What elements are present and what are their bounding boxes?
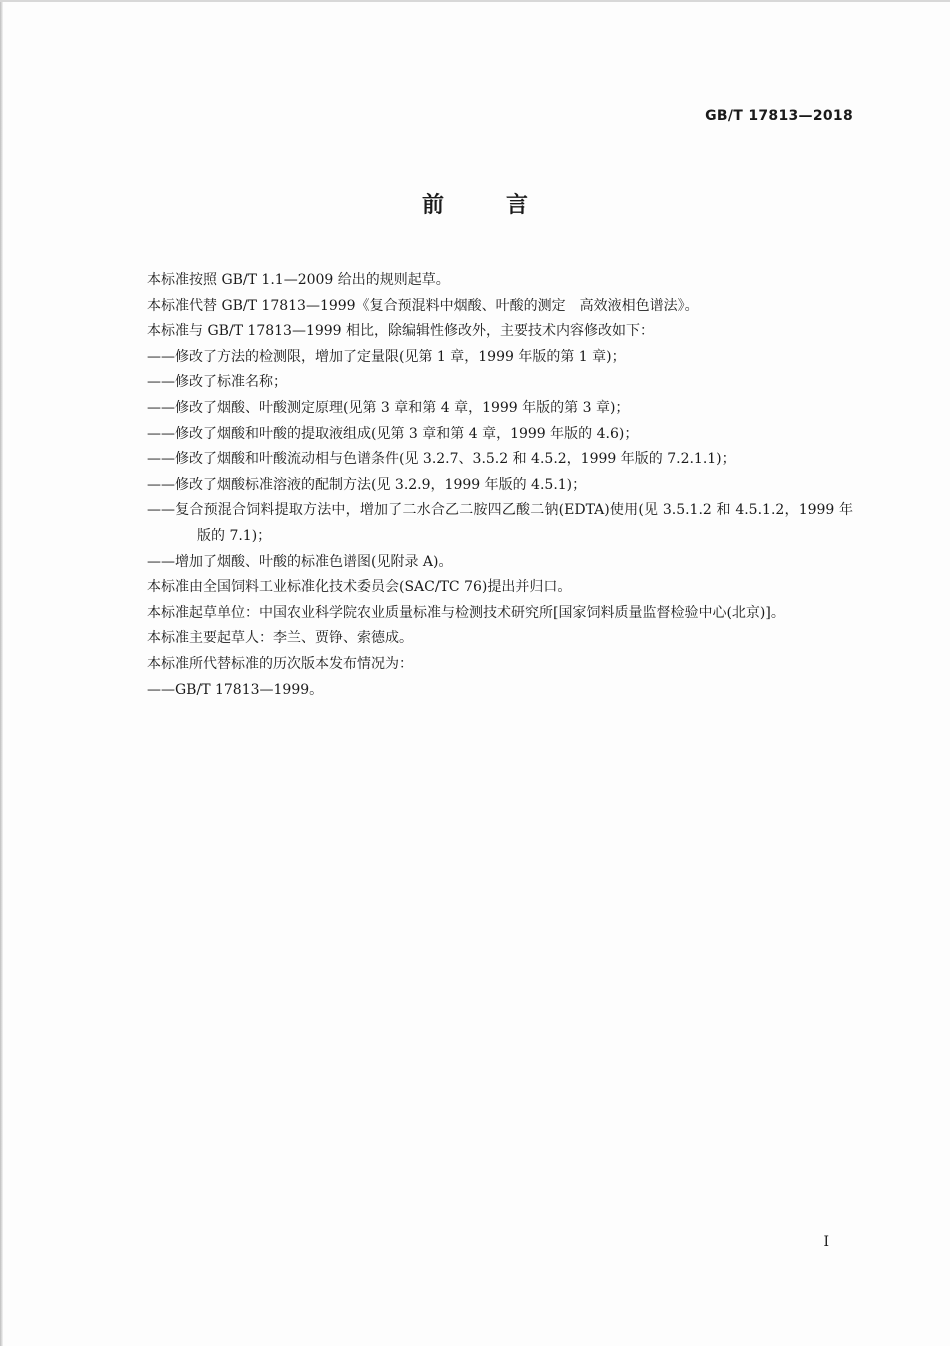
change-item: ——修改了烟酸、叶酸测定原理(见第 3 章和第 4 章，1999 年版的第 3 章)；	[147, 399, 630, 416]
change-item: ——增加了烟酸、叶酸的标准色谱图(见附录 A)。	[147, 553, 453, 570]
change-item: ——复合预混合饲料提取方法中，增加了二水合乙二胺四乙酸二钠(EDTA)使用(见 3.5.1.2 和 4.5.1.2，1999 年版的 7.1)；	[147, 502, 853, 544]
change-item: ——修改了烟酸和叶酸流动相与色谱条件(见 3.2.7、3.5.2 和 4.5.2，1999 年版的 7.2.1.1)；	[147, 451, 736, 468]
paragraph-drafting-rules: 本标准按照 GB/T 1.1—2009 给出的规则起草。	[147, 272, 450, 288]
preface-body	[117, 268, 853, 703]
section-title: 前言	[421, 193, 590, 218]
history-item: ——GB/T 17813—1999。	[147, 681, 324, 698]
paragraph-replaces: 本标准代替 GB/T 17813—1999《复合预混料中烟酸、叶酸的测定 高效液相色谱法》。	[147, 297, 699, 314]
change-item: ——修改了标准名称；	[147, 374, 287, 391]
paragraph-history-intro: 本标准所代替标准的历次版本发布情况为：	[147, 655, 413, 672]
paragraph-drafting-units: 本标准起草单位：中国农业科学院农业质量标准与检测技术研究所[国家饲料质量监督检验中心(北京)]。	[147, 604, 785, 621]
standard-code: GB/T 17813—2018	[705, 108, 853, 124]
paragraph-changes-intro: 本标准与 GB/T 17813—1999 相比，除编辑性修改外，主要技术内容修改如下：	[147, 323, 655, 340]
change-item: ——修改了烟酸和叶酸的提取液组成(见第 3 章和第 4 章，1999 年版的 4.6)；	[147, 425, 639, 442]
change-item: ——修改了烟酸标准溶液的配制方法(见 3.2.9，1999 年版的 4.5.1)；	[147, 476, 587, 493]
paragraph-proposed-by: 本标准由全国饲料工业标准化技术委员会(SAC/TC 76)提出并归口。	[147, 579, 572, 596]
change-item: ——修改了方法的检测限，增加了定量限(见第 1 章，1999 年版的第 1 章)；	[147, 348, 626, 365]
paragraph-drafters: 本标准主要起草人：李兰、贾铮、索德成。	[147, 630, 413, 647]
scan-edge-top	[0, 0, 950, 2]
page-number: I	[823, 1234, 829, 1250]
